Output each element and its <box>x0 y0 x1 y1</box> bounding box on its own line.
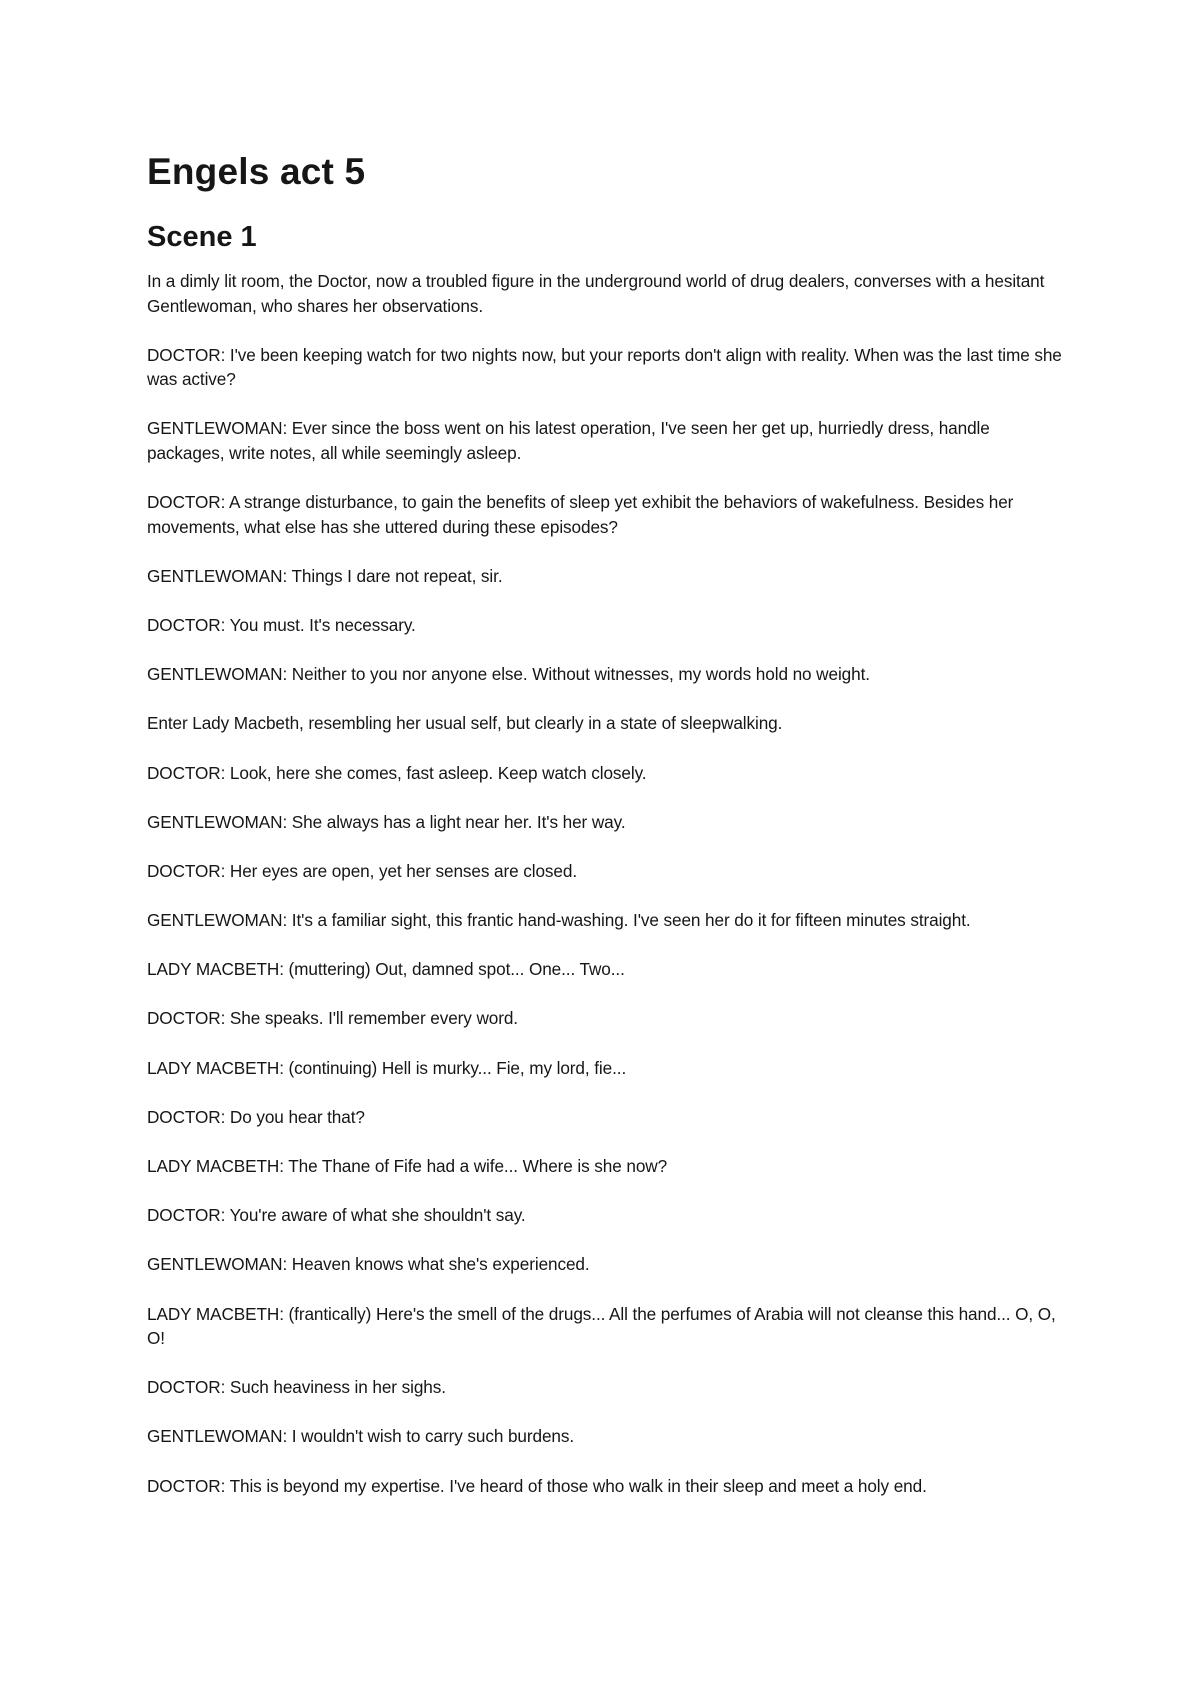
stage-direction: Enter Lady Macbeth, resembling her usual self, but clearly in a state of sleepwalking. <box>147 713 783 734</box>
dialogue-line: GENTLEWOMAN: Things I dare not repeat, sir. <box>147 565 503 586</box>
document-page <box>147 150 1062 1523</box>
dialogue-line: DOCTOR: Such heaviness in her sighs. <box>147 1377 446 1398</box>
dialogue-line: DOCTOR: Look, here she comes, fast asleep. Keep watch closely. <box>147 762 647 783</box>
dialogue-line: GENTLEWOMAN: It's a familiar sight, this frantic hand-washing. I've seen her do it for fifteen minutes straight. <box>147 910 971 931</box>
dialogue-line: DOCTOR: Her eyes are open, yet her senses are closed. <box>147 860 577 881</box>
document-title: Engels act 5 <box>147 151 366 192</box>
dialogue-line: DOCTOR: A strange disturbance, to gain the benefits of sleep yet exhibit the behaviors of wakefulness. Besides her movements, what else has she uttered during these episodes? <box>147 492 1014 537</box>
script-body <box>147 269 1062 1498</box>
dialogue-line: LADY MACBETH: The Thane of Fife had a wife... Where is she now? <box>147 1156 668 1176</box>
dialogue-line: DOCTOR: You must. It's necessary. <box>147 614 416 635</box>
dialogue-line: GENTLEWOMAN: I wouldn't wish to carry such burdens. <box>147 1426 575 1447</box>
dialogue-line: LADY MACBETH: (continuing) Hell is murky... Fie, my lord, fie... <box>147 1057 627 1078</box>
dialogue-line: DOCTOR: I've been keeping watch for two nights now, but your reports don't align with reality. When was the last time she was active? <box>147 344 1062 390</box>
dialogue-line: GENTLEWOMAN: Heaven knows what she's experienced. <box>147 1254 590 1275</box>
dialogue-line: LADY MACBETH: (muttering) Out, damned spot... One... Two... <box>147 959 625 980</box>
dialogue-line: DOCTOR: She speaks. I'll remember every word. <box>147 1008 518 1029</box>
dialogue-line: DOCTOR: You're aware of what she shouldn't say. <box>147 1205 526 1226</box>
stage-direction: In a dimly lit room, the Doctor, now a troubled figure in the underground world of drug dealers, converses with a hesitant Gentlewoman, who shares her observations. <box>147 271 1045 316</box>
dialogue-line: DOCTOR: Do you hear that? <box>147 1106 365 1127</box>
scene-title: Scene 1 <box>147 221 257 253</box>
dialogue-line: GENTLEWOMAN: Ever since the boss went on his latest operation, I've seen her get up, hurriedly dress, handle packages, write notes, all while seemingly asleep. <box>147 418 990 463</box>
dialogue-line: LADY MACBETH: (frantically) Here's the smell of the drugs... All the perfumes of Arabia will not cleanse this hand... O, O, O! <box>147 1303 1056 1349</box>
dialogue-line: GENTLEWOMAN: Neither to you nor anyone else. Without witnesses, my words hold no weight. <box>147 664 870 685</box>
dialogue-line: DOCTOR: This is beyond my expertise. I've heard of those who walk in their sleep and meet a holy end. <box>147 1475 927 1496</box>
dialogue-line: GENTLEWOMAN: She always has a light near her. It's her way. <box>147 811 626 832</box>
